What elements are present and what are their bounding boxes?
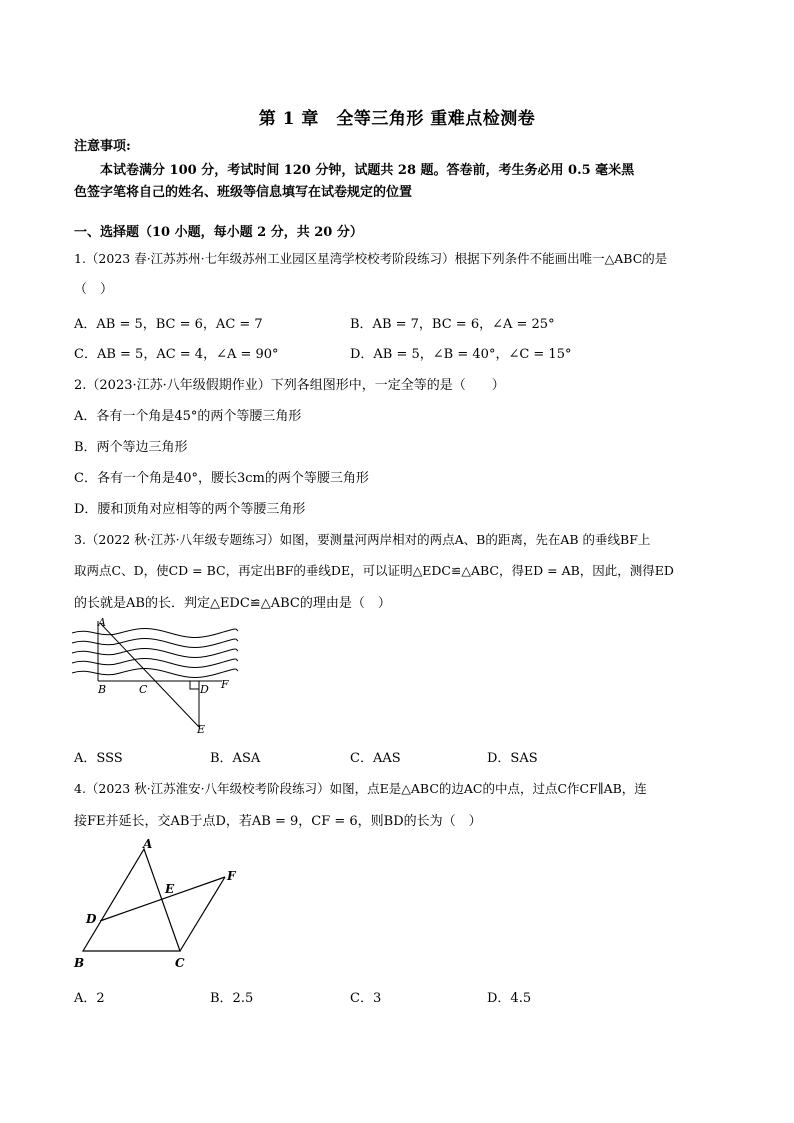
option-b: B．AB = 7，BC = 6，∠A = 25° [350,317,555,332]
question-stem-cont: 接FE并延长，交AB于点D，若AB = 9，CF = 6，则BD的长为（ ） [74,814,482,829]
point-label-c: C [139,683,148,696]
point-label-d: D [86,912,97,926]
question-stem: 3.（2022 秋·江苏·八年级专题练习）如图，要测量河两岸相对的两点A、B的距离，先在AB 的垂线BF上 [74,532,651,547]
point-label-e: E [197,723,206,736]
point-label-f: F [221,678,229,691]
point-label-a: A [143,837,153,851]
option-c: C．AB = 5，AC = 4，∠A = 90° [74,347,279,362]
option-a: A．SSS [74,751,123,766]
option-b: B．两个等边三角形 [74,440,188,455]
option-c: C．各有一个角是40°，腰长3cm的两个等腰三角形 [74,471,369,486]
notice-body-line-2: 色签字笔将自己的姓名、班级等信息填写在试卷规定的位置 [74,185,413,200]
question-stem-cont: （ ） [74,282,114,297]
question-stem: 4.（2023 秋·江苏淮安·八年级校考阶段练习）如图，点E是△ABC的边AC的中点，过点C作CF∥AB，连 [74,781,647,796]
option-c: C．AAS [350,751,401,766]
option-d: D．腰和顶角对应相等的两个等腰三角形 [74,502,306,517]
point-label-c: C [175,956,185,970]
question-stem: 1.（2023 春·江苏苏州·七年级苏州工业园区星湾学校校考阶段练习）根据下列条件不能画出唯一△ABC的是 [74,251,668,266]
option-d: D．SAS [487,751,538,766]
option-a: A．2 [74,991,105,1006]
option-d: D．AB = 5，∠B = 40°，∠C = 15° [350,347,572,362]
option-c: C．3 [350,991,382,1006]
river-figure [70,617,240,737]
point-label-f: F [227,869,236,883]
point-label-b: B [74,956,85,970]
notice-heading: 注意事项: [74,139,131,154]
option-a: A．各有一个角是45°的两个等腰三角形 [74,409,302,424]
point-label-e: E [165,882,175,896]
point-label-b: B [98,683,107,696]
question-stem: 2.（2023·江苏·八年级假期作业）下列各组图形中，一定全等的是（ ） [74,378,505,393]
point-label-a: A [98,617,106,629]
question-stem-cont: 的长就是AB的长．判定△EDC≌△ABC的理由是（ ） [74,596,391,611]
option-b: B．2.5 [210,991,254,1006]
option-a: A．AB = 5，BC = 6，AC = 7 [74,317,263,332]
page-title: 第 1 章 全等三角形 重难点检测卷 [258,109,536,129]
option-b: B．ASA [210,751,261,766]
notice-body-line-1: 本试卷满分 100 分，考试时间 120 分钟，试题共 28 题。答卷前，考生务必用 0.5 毫米黑 [100,163,635,178]
section-heading-choice: 一、选择题（10 小题，每小题 2 分，共 20 分） [74,225,363,240]
point-label-d: D [200,683,209,696]
triangle-figure [70,835,250,975]
question-stem-cont: 取两点C、D，使CD = BC，再定出BF的垂线DE，可以证明△EDC≌△ABC，得ED = AB，因此，测得ED [74,563,674,578]
option-d: D．4.5 [487,991,532,1006]
